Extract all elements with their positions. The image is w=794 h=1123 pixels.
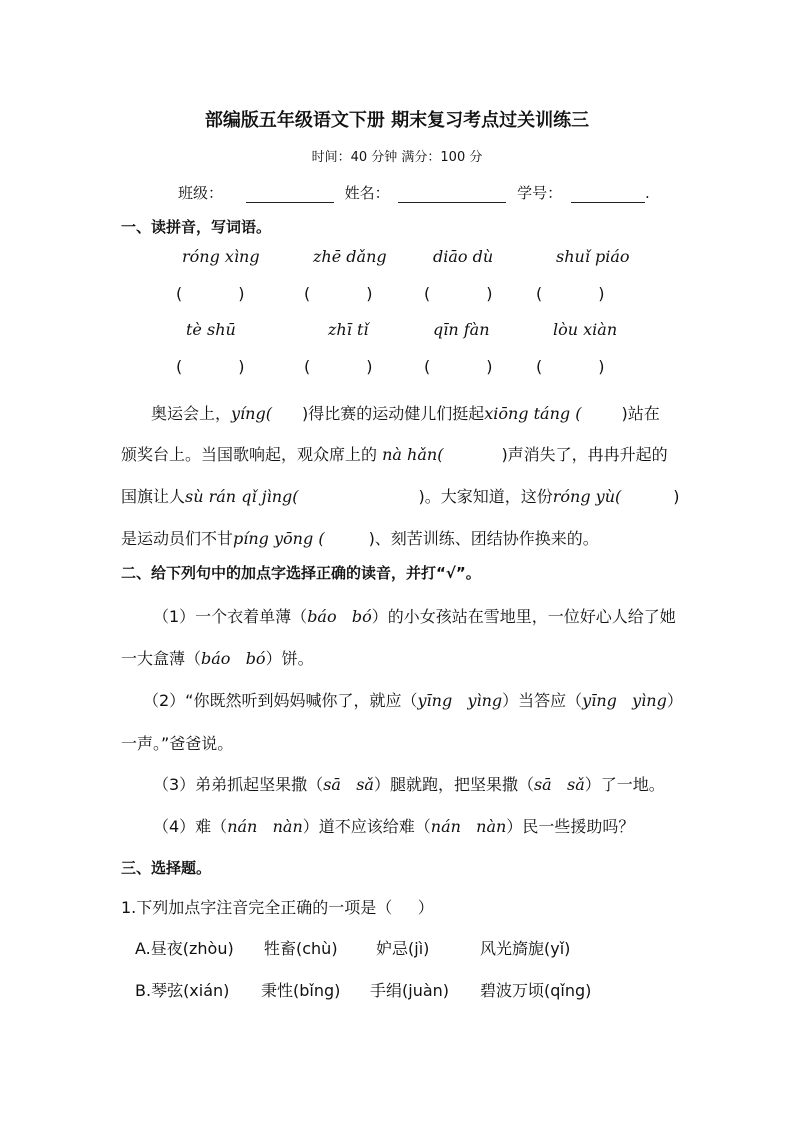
- name-label: 姓名：: [344, 184, 390, 202]
- answer-box-5[interactable]: ( ): [176, 357, 245, 376]
- option-a-3: 妒忌(jì): [376, 939, 430, 958]
- q2-4-line: （4）难（nán nàn）道不应该给难（nán nàn）民一些援助吗？: [153, 817, 635, 836]
- option-b-2: 秉性(bǐng): [261, 981, 341, 1000]
- pinyin-5: tè shū: [186, 320, 236, 339]
- option-b-3: 手绢(juàn): [370, 981, 450, 1000]
- q2-1-line-1: （1）一个衣着单薄（báo bó）的小女孩站在雪地里，一位好心人给了她: [153, 607, 676, 626]
- pinyin-3: diāo dù: [433, 247, 494, 266]
- class-label: 班级：: [178, 184, 224, 202]
- passage-line-1: 奥运会上，yíng( )得比赛的运动健儿们挺起xiōng táng ( )站在: [151, 404, 660, 423]
- answer-box-1[interactable]: ( ): [176, 284, 245, 303]
- class-blank[interactable]: [246, 188, 334, 203]
- section1-heading: 一、读拼音，写词语。: [121, 218, 272, 236]
- pinyin-2: zhē dǎng: [313, 247, 387, 266]
- pinyin-8: lòu xiàn: [553, 320, 618, 339]
- student-info: [178, 182, 650, 203]
- end-dot: .: [644, 184, 650, 202]
- q2-3-line: （3）弟弟抓起坚果撒（sā sǎ）腿就跑，把坚果撒（sā sǎ）了一地。: [153, 775, 665, 794]
- option-a-1[interactable]: A.昼夜(zhòu): [135, 939, 234, 958]
- answer-box-4[interactable]: ( ): [536, 284, 605, 303]
- answer-box-2[interactable]: ( ): [304, 284, 373, 303]
- question-3-1: 1.下列加点字注音完全正确的一项是（ ）: [121, 898, 434, 917]
- pinyin-1: róng xìng: [182, 247, 260, 266]
- option-a-4: 风光旖旎(yǐ): [480, 939, 571, 958]
- passage-line-2: 颁奖台上。当国歌响起，观众席上的 nà hǎn( )声消失了，冉冉升起的: [121, 445, 668, 464]
- option-a-2: 牲畜(chù): [264, 939, 338, 958]
- answer-box-6[interactable]: ( ): [304, 357, 373, 376]
- section3-heading: 三、选择题。: [121, 859, 212, 877]
- name-blank[interactable]: [398, 188, 506, 203]
- pinyin-4: shuǐ piáo: [556, 247, 630, 266]
- answer-box-8[interactable]: ( ): [536, 357, 605, 376]
- q2-1-line-2: 一大盒薄（báo bó）饼。: [121, 649, 314, 668]
- pinyin-7: qīn fàn: [433, 320, 490, 339]
- q2-2-line-1: （2）“你既然听到妈妈喊你了，就应（yīng yìng）当答应（yīng yìng）: [143, 691, 683, 710]
- page-title: 部编版五年级语文下册 期末复习考点过关训练三: [204, 110, 590, 131]
- q2-2-line-2: 一声。”爸爸说。: [121, 734, 234, 753]
- pinyin-6: zhī tǐ: [328, 320, 369, 339]
- answer-box-7[interactable]: ( ): [424, 357, 493, 376]
- id-label: 学号：: [517, 184, 563, 202]
- id-blank[interactable]: [571, 188, 645, 203]
- exam-meta: 时间：40 分钟 满分：100 分: [311, 150, 483, 165]
- passage-line-4: 是运动员们不甘píng yōng ( )、刻苦训练、团结协作换来的。: [121, 529, 599, 548]
- option-b-4: 碧波万顷(qǐng): [480, 981, 592, 1000]
- passage-line-3: 国旗让人sù rán qǐ jìng( )。大家知道，这份róng yù( ): [121, 487, 680, 506]
- answer-box-3[interactable]: ( ): [424, 284, 493, 303]
- option-b-1[interactable]: B.琴弦(xián): [135, 981, 230, 1000]
- section2-heading: 二、给下列句中的加点字选择正确的读音，并打“√”。: [121, 564, 481, 582]
